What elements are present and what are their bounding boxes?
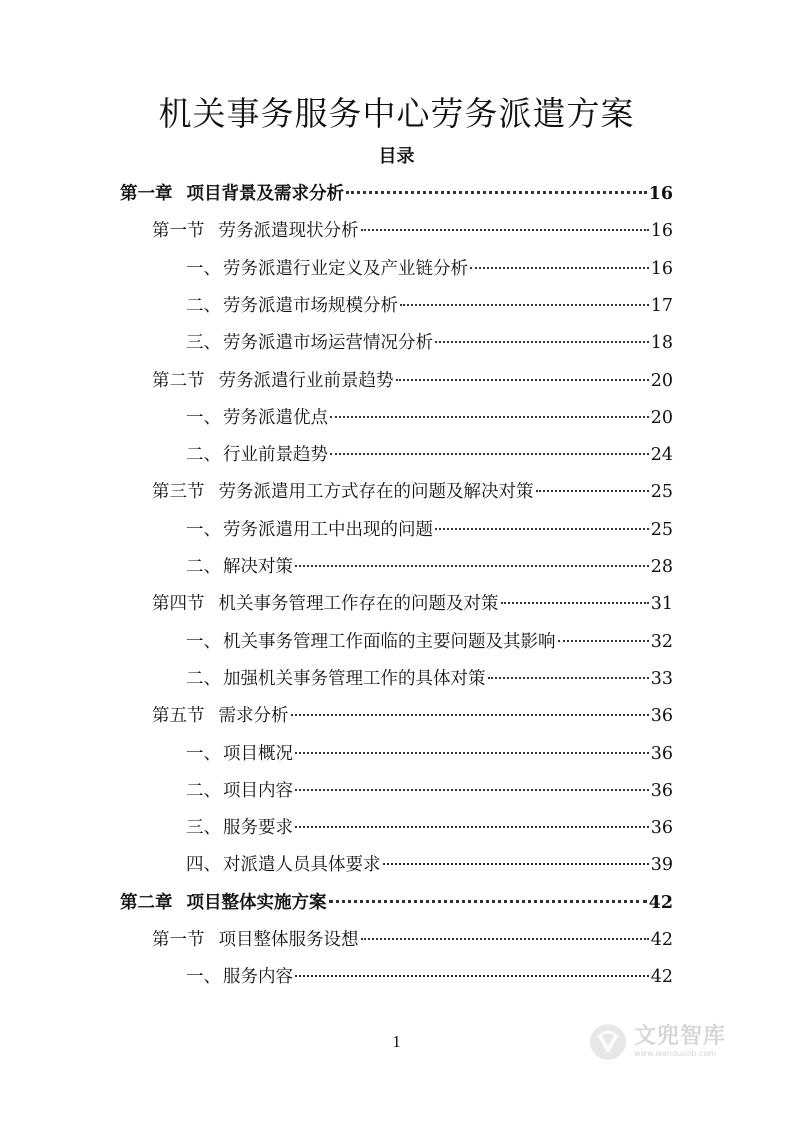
wendu-logo-icon xyxy=(588,1022,628,1062)
toc-dot-leader xyxy=(295,826,649,828)
toc-entry-text: 解决对策 xyxy=(223,557,293,577)
toc-entry-page: 31 xyxy=(650,594,673,615)
toc-entry-label xyxy=(186,736,293,773)
toc-entry-section[interactable] xyxy=(152,213,673,250)
toc-entry-number: 一、 xyxy=(186,743,221,764)
toc-entry-number: 第一节 xyxy=(152,930,205,950)
toc-entry-text: 服务要求 xyxy=(223,818,293,839)
toc-dot-leader xyxy=(501,602,649,604)
toc-entry-label xyxy=(152,474,534,511)
toc-entry-number: 二、 xyxy=(186,668,221,689)
toc-entry-item[interactable] xyxy=(186,661,673,698)
toc-entry-number: 二、 xyxy=(186,780,221,801)
toc-entry-page: 42 xyxy=(650,967,673,988)
toc-entry-text: 劳务派遣行业前景趋势 xyxy=(218,370,394,391)
toc-entry-label xyxy=(120,176,344,213)
toc-dot-leader xyxy=(295,565,649,567)
toc-entry-number: 二、 xyxy=(186,445,221,466)
toc-entry-label xyxy=(186,624,556,661)
toc-dot-leader xyxy=(361,229,649,231)
toc-entry-chapter[interactable] xyxy=(120,885,673,922)
toc-entry-label xyxy=(186,512,433,549)
toc-dot-leader xyxy=(295,975,649,977)
toc-entry-label xyxy=(186,773,293,810)
toc-dot-leader xyxy=(400,304,649,306)
toc-entry-text: 服务内容 xyxy=(223,967,293,988)
toc-entry-page: 16 xyxy=(648,184,673,204)
toc-entry-number: 第二节 xyxy=(152,370,205,391)
toc-entry-label xyxy=(186,959,293,996)
watermark-text: 文兜智库 xyxy=(634,1024,727,1049)
toc-entry-label xyxy=(152,698,289,735)
toc-dot-leader xyxy=(330,453,649,455)
toc-entry-text: 劳务派遣用工中出现的问题 xyxy=(223,519,433,540)
toc-dot-leader xyxy=(396,379,649,381)
toc-dot-leader xyxy=(470,267,649,269)
toc-entry-number: 第一节 xyxy=(152,221,205,242)
toc-dot-leader xyxy=(536,490,649,492)
toc-entry-label xyxy=(152,363,394,400)
toc-entry-text: 对派遣人员具体要求 xyxy=(223,855,381,876)
toc-entry-text: 项目内容 xyxy=(223,780,293,801)
toc-entry-text: 劳务派遣市场规模分析 xyxy=(223,295,398,316)
toc-entry-label xyxy=(152,586,499,623)
toc-entry-number: 一、 xyxy=(186,407,221,428)
toc-entry-item[interactable] xyxy=(186,251,673,288)
toc-entry-page: 25 xyxy=(650,482,673,503)
toc-entry-number: 第一章 xyxy=(120,184,173,204)
toc-entry-label xyxy=(186,251,468,288)
toc-entry-page: 20 xyxy=(650,407,673,428)
toc-entry-section[interactable] xyxy=(152,698,673,735)
toc-entry-section[interactable] xyxy=(152,474,673,511)
toc-entry-page: 36 xyxy=(650,780,673,801)
toc-entry-text: 劳务派遣用工方式存在的问题及解决对策 xyxy=(218,482,534,503)
watermark xyxy=(588,1020,758,1064)
toc-entry-page: 18 xyxy=(650,333,673,354)
toc-dot-leader xyxy=(346,191,647,194)
toc-entry-label xyxy=(120,885,327,922)
toc-entry-page: 36 xyxy=(650,743,673,764)
toc-entry-number: 三、 xyxy=(186,818,221,839)
toc-entry-text: 项目背景及需求分析 xyxy=(186,184,344,204)
toc-entry-item[interactable] xyxy=(186,549,673,586)
toc-entry-page: 20 xyxy=(650,370,673,391)
toc-entry-item[interactable] xyxy=(186,288,673,325)
toc-entry-item[interactable] xyxy=(186,512,673,549)
toc-entry-item[interactable] xyxy=(186,773,673,810)
toc-entry-text: 劳务派遣行业定义及产业链分析 xyxy=(223,258,468,279)
toc-dot-leader xyxy=(435,341,649,343)
toc-entry-page: 36 xyxy=(650,706,673,727)
toc-entry-item[interactable] xyxy=(186,847,673,884)
toc-entry-text: 机关事务管理工作存在的问题及对策 xyxy=(218,594,499,615)
toc-entry-page: 33 xyxy=(650,668,673,689)
toc-entry-label xyxy=(186,549,293,586)
toc-dot-leader xyxy=(291,714,649,716)
toc-entry-item[interactable] xyxy=(186,624,673,661)
toc-entry-item[interactable] xyxy=(186,736,673,773)
toc-heading: 目录 xyxy=(378,146,415,167)
toc-entry-number: 二、 xyxy=(186,557,221,577)
toc-entry-page: 39 xyxy=(650,855,673,876)
toc-entry-number: 三、 xyxy=(186,333,221,354)
toc-entry-number: 一、 xyxy=(186,258,221,279)
toc-entry-label xyxy=(152,922,359,959)
toc-entry-chapter[interactable] xyxy=(120,176,673,213)
toc-entry-item[interactable] xyxy=(186,437,673,474)
toc-dot-leader xyxy=(295,752,649,754)
toc-entry-number: 第五节 xyxy=(152,706,205,727)
toc-entry-number: 第四节 xyxy=(152,594,205,615)
toc-entry-number: 四、 xyxy=(186,855,221,876)
toc-entry-number: 一、 xyxy=(186,631,221,652)
toc-entry-label xyxy=(186,437,328,474)
toc-entry-text: 机关事务管理工作面临的主要问题及其影响 xyxy=(223,631,556,652)
toc-entry-item[interactable] xyxy=(186,959,673,996)
toc-entry-label xyxy=(186,847,381,884)
toc-entry-label xyxy=(186,288,398,325)
toc-entry-page: 17 xyxy=(650,295,673,316)
toc-dot-leader xyxy=(435,528,649,530)
toc-entry-page: 16 xyxy=(650,258,673,279)
toc-dot-leader xyxy=(361,938,649,940)
toc-entry-label xyxy=(186,325,433,362)
toc-dot-leader xyxy=(488,677,649,679)
toc-entry-item[interactable] xyxy=(186,810,673,847)
toc-dot-leader xyxy=(330,416,649,418)
toc-entry-text: 加强机关事务管理工作的具体对策 xyxy=(223,668,486,689)
toc-entry-label xyxy=(186,400,328,437)
toc-entry-label xyxy=(152,213,359,250)
toc-entry-number: 一、 xyxy=(186,967,221,988)
toc-dot-leader xyxy=(295,789,649,791)
toc-entry-page: 25 xyxy=(650,519,673,540)
toc-dot-leader xyxy=(329,900,647,903)
toc-entry-number: 第二章 xyxy=(120,892,173,913)
toc-entry-page: 28 xyxy=(650,557,673,577)
toc-entry-text: 需求分析 xyxy=(218,706,289,727)
toc-entry-section[interactable] xyxy=(152,586,673,623)
toc-entry-label xyxy=(186,661,486,698)
toc-entry-label xyxy=(186,810,293,847)
toc-entry-page: 16 xyxy=(650,221,673,242)
watermark-subtext: www.wenduolib.com xyxy=(634,1049,717,1058)
toc-entry-text: 项目概况 xyxy=(223,743,293,764)
toc-entry-item[interactable] xyxy=(186,400,673,437)
toc-entry-number: 二、 xyxy=(186,295,221,316)
toc-entry-section[interactable] xyxy=(152,922,673,959)
toc-entry-page: 42 xyxy=(648,892,673,913)
page-number: 1 xyxy=(392,1032,401,1051)
toc-entry-text: 劳务派遣优点 xyxy=(223,407,328,428)
toc-entry-item[interactable] xyxy=(186,325,673,362)
toc-entry-page: 36 xyxy=(650,818,673,839)
toc-entry-page: 42 xyxy=(650,930,673,950)
toc-entry-number: 一、 xyxy=(186,519,221,540)
toc-dot-leader xyxy=(383,863,649,865)
toc-entry-page: 24 xyxy=(650,445,673,466)
toc-entry-text: 劳务派遣现状分析 xyxy=(218,221,359,242)
toc-entry-page: 32 xyxy=(650,631,673,652)
toc-entry-text: 项目整体服务设想 xyxy=(218,930,359,950)
toc-entry-number: 第三节 xyxy=(152,482,205,503)
toc-entry-text: 行业前景趋势 xyxy=(223,445,328,466)
toc-dot-leader xyxy=(558,640,649,642)
document-title: 机关事务服务中心劳务派遣方案 xyxy=(158,94,635,133)
toc-entry-text: 劳务派遣市场运营情况分析 xyxy=(223,333,433,354)
toc-entry-text: 项目整体实施方案 xyxy=(186,892,327,913)
toc-entry-section[interactable] xyxy=(152,363,673,400)
